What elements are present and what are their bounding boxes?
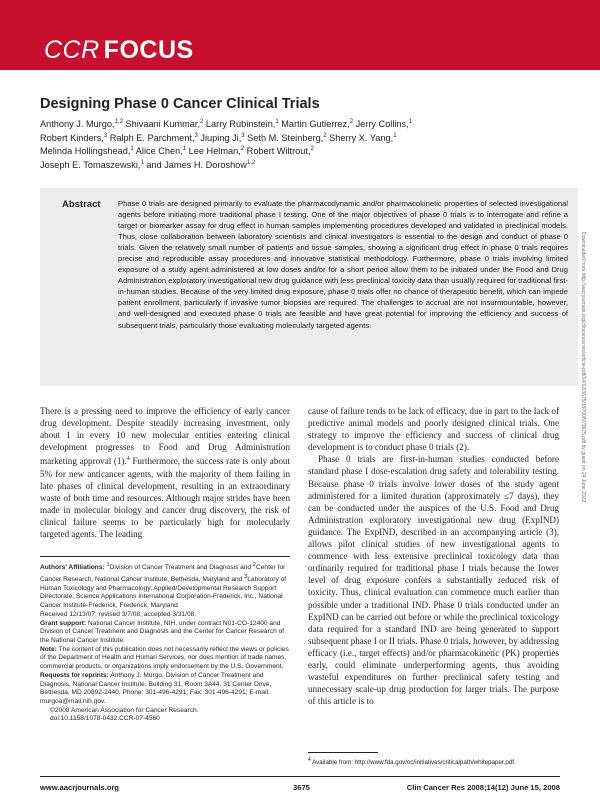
right-paragraph-2: Phase 0 trials are first-in-human studies conducted before standard phase I dose-escalation drug safety and tolerability testing. Because phase 0 trials involve lower doses of the study agent administered for a limited duration (approximately ≤7 days), they can be conducted under the auspices of the U.S. Food and Drug Administration exploratory investigational new drug (ExpIND) guidance. The ExpIND, described in an accompanying article (3), allows pilot clinical studies of new investigational agents to commence with less extensive preclinical toxicology data than ordinarily required for traditional phase I trials because the lower level of drug exposure confers a substantially reduced risk of toxicity. Thus, clinical evaluation can commence much earlier than possible under a traditional IND. Phase 0 trials conducted under an ExpIND can be carried out before or while the preclinical toxicology data required for a standard IND are being generated to support subsequent phase I or II trials. Phase 0 trials, however, by addressing efficacy (i.e., target effects) and/or pharmacokinetic (PK) properties early, could eliminate underperforming agents, thus avoiding wasteful expenditures on further preclinical safety testing and unnecessary scale-up drug production for larger trials. The purpose of this article is to [308, 454, 559, 707]
body-column-left [40, 405, 290, 540]
footer-website: www.aacrjournals.org [40, 783, 120, 792]
grant-note: Grant support: National Cancer Institute, NIH, under contract N01-CO-12400 and Division of Cancer Treatment and Diagnosis and the Center for Cancer Research of the National Cancer Institute. [40, 619, 285, 644]
footnote-divider [308, 752, 378, 753]
footer-citation: Clin Cancer Res 2008;14(12) June 15, 2008 [406, 783, 560, 792]
author-line-4: Joseph E. Tomaszewski,$^1$ and James H. Doroshow$^{1,2}$ [40, 159, 256, 170]
reprints-note: Requests for reprints: Anthony J. Murgo, Division of Cancer Treatment and Diagnosis, National Cancer Institute, Building 31, Room 3A44, 31 Center Drive, Bethesda, MD 20892-2440. Phone: 301-496-4291; Fax: 301-496-4291; E-mail: murgoa@mail.nih.gov. [40, 671, 272, 705]
footer-page-number: 3675 [293, 783, 310, 792]
abstract-label: Abstract [62, 199, 101, 210]
article-title: Designing Phase 0 Cancer Clinical Trials [40, 96, 320, 112]
doi-note: doi:10.1158/1078-0432.CCR-07-4560 [50, 715, 160, 723]
affiliations-note: Authors' Affiliations: $^1$Division of Cancer Treatment and Diagnosis and $^2$Center for Cancer Research, National Cancer Institute, Bethesda, Maryland and $^3$Laboratory of Human Toxicology and Pharmacology, Applied/Developmental Research Support Directorate, Science Applications International Corporation-Frederick, Inc., National Cancer Institute-Frederick, Frederick, Maryland [40, 562, 287, 610]
article-notes [40, 561, 290, 724]
footnote: $^4$ Available from: http://www.fda.gov/oc/initiatives/criticalpath/whitepaper.pdf. [308, 757, 516, 767]
author-line-1: Anthony J. Murgo,$^{1,2}$ Shivaani Kummar,$^2$ Larry Rubinstein,$^1$ Martin Gutierrez,$^2$ Jerry Collins,$^1$ [40, 118, 413, 129]
abstract-text: Phase 0 trials are designed primarily to evaluate the pharmacodynamic and/or pharmacokinetic properties of selected investigational agents before initiating more traditional phase I testing. One of the major objectives of phase 0 trials is to interrogate and refine a target or biomarker assay for drug effect in human samples implementing procedures developed and validated in preclinical models. Thus, close collaboration between laboratory scientists and clinical investigators is essential to the design and conduct of phase 0 trials. Given the relatively small number of patients and tissue samples, showing a significant drug effect in phase 0 trials requires precise and reproducible assay procedures and innovative statistical methodology. Furthermore, phase 0 trials involving limited exposure of a study agent administered at low doses and/or for a short period allow them to be initiated under the Food and Drug Administration exploratory investigational new drug guidance with less preclinical toxicity data than usually required for traditional first-in-human studies. Because of the very limited drug exposure, phase 0 trials offer no chance of therapeutic benefit, which can impede patient enrollment, particularly if invasive tumor biopsies are required. The challenges to accrual are not insurmountable, however, and well-designed and executed phase 0 trials are feasible and have great potential for improving the efficiency and success of subsequent trials, particularly those evaluating molecularly targeted agents. [118, 199, 568, 330]
intro-paragraph: There is a pressing need to improve the efficiency of early cancer drug development. Despite steadily increasing investment, only about 1 in every 10 new molecular entities entering clinical development progresses to Food and Drug Administration marketing approval (1).$^4$ Furthermore, the success rate is only about 5% for new anticancer agents, with the majority of them failing in late phases of clinical development, resulting in an extraordinary waste of both time and resources. Although major strides have been made in molecular biology and cancer drug discovery, the risk of clinical failure seems to be particularly high for molecularly targeted agents. The leading [40, 406, 290, 539]
author-line-3: Melinda Hollingshead,$^1$ Alice Chen,$^1$ Lee Helman,$^2$ Robert Wiltrout,$^2$ [40, 146, 314, 157]
author-list [40, 118, 470, 172]
copyright-note: ©2008 American Association for Cancer Research. [50, 706, 199, 714]
author-line-2: Robert Kinders,$^3$ Ralph E. Parchment,$^3$ Jiuping Ji,$^3$ Seth M. Steinberg,$^2$ Sherry X. Yang,$^1$ [40, 132, 397, 143]
journal-logo: CCR FOCUS [44, 36, 194, 64]
footer-divider [40, 776, 560, 777]
notes-divider [40, 556, 290, 557]
body-column-right [308, 405, 559, 707]
disclaimer-note: Note: The content of this publication does not necessarily reflect the views or policies of the Department of Health and Human Services, nor does mention of trade names, commercial products, or organizations imply endorsement by the U.S. Government. [40, 645, 289, 671]
received-note: Received 12/13/07; revised 3/7/08; accepted 3/31/08. [40, 610, 197, 618]
right-paragraph-1: cause of failure tends to be lack of efficacy, due in part to the lack of predictive animal models and poorly designed clinical trials. One strategy to improve the efficiency and success of clinical drug development is to conduct phase 0 trials (2). [308, 406, 559, 453]
download-side-note: Downloaded from http://aacrjournals.org/clincancerres/article-pdf/14/12/3675/1970087/3675.pdf by guest on 24 June 2022 [580, 232, 586, 503]
journal-header-band [0, 0, 600, 70]
